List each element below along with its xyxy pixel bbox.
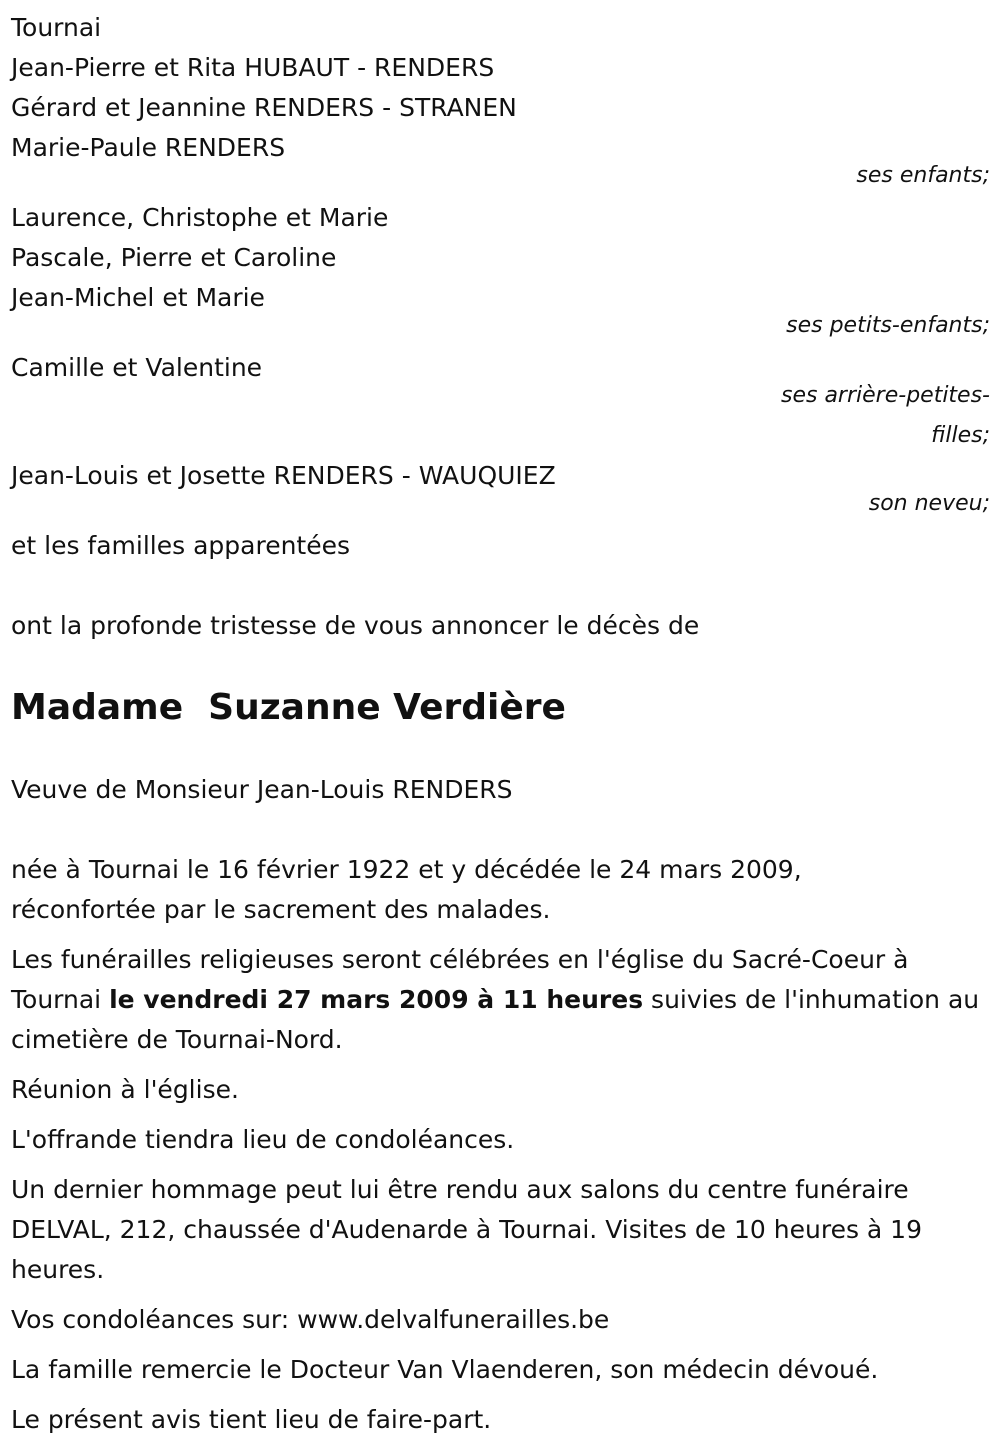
funeral-date: le vendredi 27 mars 2009 à 11 heures — [109, 985, 644, 1014]
notice: Le présent avis tient lieu de faire-part. — [11, 1405, 492, 1434]
condolences: Vos condoléances sur: www.delvalfunerailles.be — [11, 1305, 610, 1334]
children-role: ses enfants; — [856, 163, 990, 188]
spacer — [11, 566, 990, 606]
intro: ont la profonde tristesse de vous annoncer le décès de — [11, 611, 700, 640]
grandchild-2: Pascale, Pierre et Caroline — [11, 243, 337, 272]
great-grandchildren-role: ses arrière-petites-filles; — [781, 383, 990, 448]
families: et les familles apparentées — [11, 531, 351, 560]
spacer — [11, 730, 990, 770]
grandchildren-role: ses petits-enfants; — [786, 313, 990, 338]
tribute: Un dernier hommage peut lui être rendu aux salons du centre funéraire DELVAL, 212, chaussée d'Audenarde à Tournai. Visites de 10 heures à 19 heures. — [11, 1175, 922, 1284]
spacer — [11, 810, 990, 850]
deceased-name: Madame Suzanne Verdière — [11, 687, 566, 728]
grandchild-1: Laurence, Christophe et Marie — [11, 203, 389, 232]
sacrament: réconfortée par le sacrement des malades. — [11, 895, 551, 924]
nephew-role: son neveu; — [868, 491, 990, 516]
offering: L'offrande tiendra lieu de condoléances. — [11, 1125, 515, 1154]
child-1: Jean-Pierre et Rita HUBAUT - RENDERS — [11, 53, 495, 82]
spacer — [11, 646, 990, 686]
widow-of: Veuve de Monsieur Jean-Louis RENDERS — [11, 775, 513, 804]
city: Tournai — [11, 13, 102, 42]
great-grandchild-1: Camille et Valentine — [11, 353, 263, 382]
grandchild-3: Jean-Michel et Marie — [11, 283, 265, 312]
funeral-pre: Les funérailles religieuses seront célébrées en l'église du Sacré-Coeur à Tournai — [11, 945, 909, 1014]
funeral-details — [11, 940, 990, 1060]
child-3: Marie-Paule RENDERS — [11, 133, 286, 162]
birth-death: née à Tournai le 16 février 1922 et y décédée le 24 mars 2009, — [11, 855, 802, 884]
thanks: La famille remercie le Docteur Van Vlaenderen, son médecin dévoué. — [11, 1355, 879, 1384]
nephew-1: Jean-Louis et Josette RENDERS - WAUQUIEZ — [11, 461, 556, 490]
meeting: Réunion à l'église. — [11, 1075, 239, 1104]
child-2: Gérard et Jeannine RENDERS - STRANEN — [11, 93, 517, 122]
funeral-post: suivies de l'inhumation au cimetière de Tournai-Nord. — [11, 985, 980, 1054]
